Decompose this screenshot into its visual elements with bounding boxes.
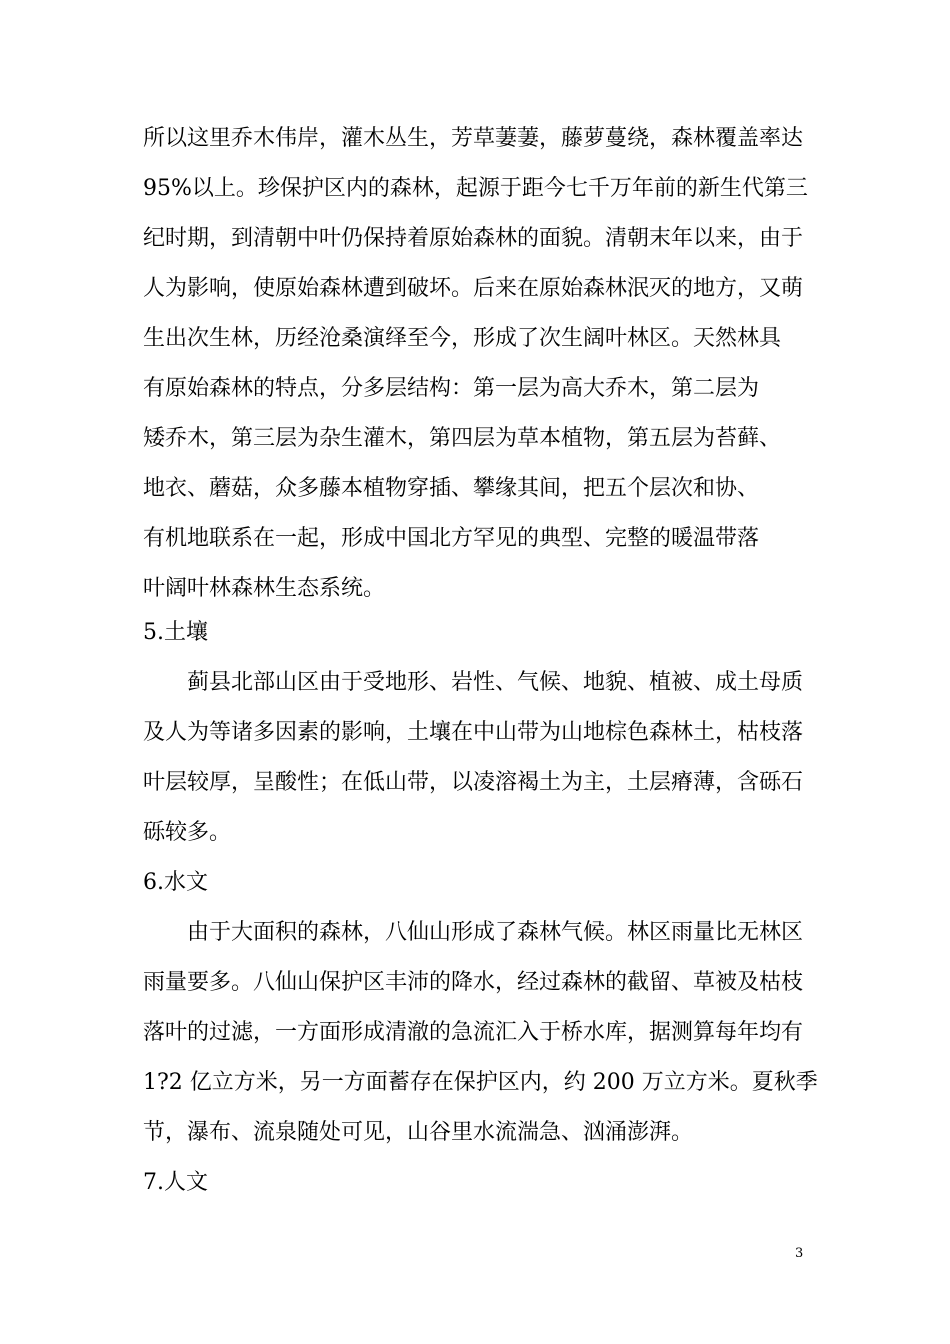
text-line: 落叶的过滤，一方面形成清澈的急流汇入于桥水库，据测算每年均有 <box>143 1020 804 1045</box>
text-line: 蓟县北部山区由于受地形、岩性、气候、地貌、植被、成土母质 <box>187 670 804 695</box>
paragraph-forest <box>143 114 808 614</box>
text-line: 纪时期，到清朝中叶仍保持着原始森林的面貌。清朝末年以来，由于 <box>143 226 804 251</box>
page-number: 3 <box>795 1246 804 1261</box>
text-line: 叶阔叶林森林生态系统。 <box>143 576 386 601</box>
text-line: 节，瀑布、流泉随处可见，山谷里水流湍急、汹涌澎湃。 <box>143 1120 694 1145</box>
text-line: 砾较多。 <box>143 820 232 845</box>
section-heading-soil: 5.土壤 <box>143 620 208 645</box>
text-line: 由于大面积的森林，八仙山形成了森林气候。林区雨量比无林区 <box>187 920 804 945</box>
text-line: 有机地联系在一起，形成中国北方罕见的典型、完整的暖温带落 <box>143 526 760 551</box>
text-line: 95%以上。珍保护区内的森林，起源于距今七千万年前的新生代第三 <box>143 176 808 201</box>
text-line: 地衣、蘑菇，众多藤本植物穿插、攀缘其间，把五个层次和协、 <box>143 476 760 501</box>
paragraph-hydrology <box>143 908 818 1158</box>
text-line: 叶层较厚，呈酸性；在低山带，以凌溶褐土为主，土层瘠薄，含砾石 <box>143 770 804 795</box>
text-line: 雨量要多。八仙山保护区丰沛的降水，经过森林的截留、草被及枯枝 <box>143 970 804 995</box>
section-heading-hydrology: 6.水文 <box>143 870 208 895</box>
text-line: 及人为等诸多因素的影响，土壤在中山带为山地棕色森林土，枯枝落 <box>143 720 804 745</box>
text-line: 所以这里乔木伟岸，灌木丛生，芳草萋萋，藤萝蔓绕，森林覆盖率达 <box>143 126 804 151</box>
text-line: 人为影响，使原始森林遭到破坏。后来在原始森林泯灭的地方，又萌 <box>143 276 804 301</box>
text-line: 有原始森林的特点，分多层结构：第一层为高大乔木，第二层为 <box>143 376 760 401</box>
text-line: 矮乔木，第三层为杂生灌木，第四层为草本植物，第五层为苔藓、 <box>143 426 782 451</box>
paragraph-soil <box>143 658 808 858</box>
text-line: 1?2 亿立方米，另一方面蓄存在保护区内，约 200 万立方米。夏秋季 <box>143 1070 818 1095</box>
section-heading-culture: 7.人文 <box>143 1170 208 1195</box>
text-line: 生出次生林，历经沧桑演绎至今，形成了次生阔叶林区。天然林具 <box>143 326 782 351</box>
